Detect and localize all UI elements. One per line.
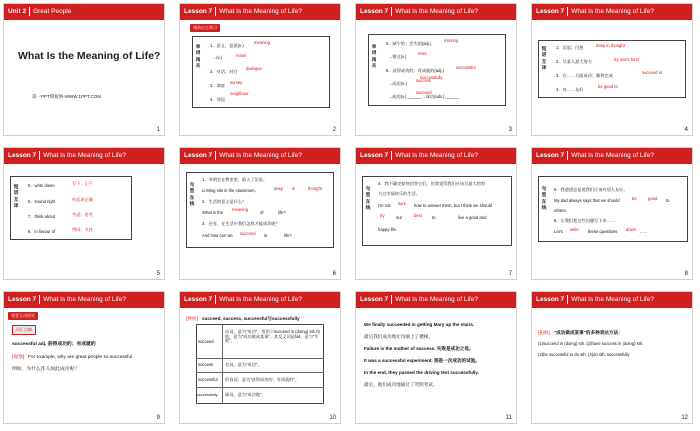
blank-be: be: [632, 196, 637, 201]
phrase-label: 短语互译: [13, 184, 19, 209]
slide-number: 11: [505, 415, 512, 421]
extend-line-2: (3)be successful to do sth. (4)do sth. successfully: [538, 352, 630, 357]
slide-5[interactable]: [3, 147, 165, 280]
phrase-answer-8: 赞同；支持: [72, 227, 93, 232]
slide-2[interactable]: [179, 3, 341, 136]
sentence-5-others: others.: [554, 208, 567, 213]
example-4-cn: 最后，他们成功地通过了驾照考试。: [364, 382, 438, 387]
phrase-answer-5: 写下；记下: [72, 181, 93, 186]
sentence-1-en: Li Ming sits in the classroom,: [202, 188, 256, 193]
extend-line-1: (1)succeed in (doing) sth. (2)have success in (doing) sth.: [538, 341, 644, 346]
slide-number: 7: [508, 271, 512, 277]
sentence-3-cn: 3．还有，在生活中我们怎样才能成功呢？: [202, 221, 280, 226]
blank-succeed: succeed: [240, 231, 256, 236]
phrase-answer-2: try one's best: [614, 57, 639, 62]
lesson-label: Lesson 7: [184, 8, 213, 15]
phrase-8: 8．in favour of: [28, 229, 56, 234]
blank-sure: sure: [398, 201, 407, 206]
answer-5: neighbour: [230, 91, 249, 96]
phrase-2: 2．尽某人最大努力: [556, 59, 592, 64]
answer-4: survey: [230, 80, 243, 85]
example-1-en: We finally succeeded in getting Mary up the stairs.: [364, 322, 475, 327]
lesson-label: Lesson 7: [184, 152, 213, 159]
row-val-succeed: 动词，意为"成功"，常用于succeed in (doing) sth.结构，意为"成功做成某事"。其反义词是fail，意为"失败"。: [225, 329, 321, 344]
sentence-4-to: to: [432, 215, 436, 220]
phrase-label: 短语互译: [541, 46, 547, 71]
lesson-label: Lesson 7: [360, 8, 389, 15]
lesson-title: What Is the Meaning of Life?: [395, 152, 478, 159]
slide-header: [4, 148, 164, 164]
sentence-4-happy: happy life.: [378, 227, 398, 232]
lesson-title: What Is the Meaning of Life?: [43, 152, 126, 159]
lesson-label: Lesson 7: [536, 152, 565, 159]
line-2: →(v.): [212, 55, 222, 60]
slide-8[interactable]: [531, 147, 693, 280]
example-3: It was a successful experiment. 那是一次成功的试验。: [364, 358, 480, 363]
example-cn: 例如，为什么伟人如此成功呢？: [12, 367, 80, 372]
vocab-line: successful adj. 获得成功的；有成就的: [12, 342, 96, 347]
answer-miss: miss: [418, 51, 427, 56]
answer-successful: successful: [456, 65, 476, 70]
sentence-label: 句型在线: [189, 182, 195, 207]
line-1: 1．意义；意思(n.): [210, 43, 244, 48]
answer-1: meaning: [254, 40, 271, 45]
extend-tag: [拓展]: [538, 330, 550, 335]
sentence-label: 句型在线: [365, 186, 371, 211]
slide-header: [532, 148, 692, 164]
blank-write: write: [570, 227, 579, 232]
sentence-4-cn-2: 力过幸福快乐的生活。: [378, 191, 420, 196]
blank-best: best: [414, 213, 422, 218]
compare-heading: succeed, success, successful与successfully: [202, 316, 300, 321]
lesson-title: What Is the Meaning of Life?: [43, 296, 126, 303]
slide-7[interactable]: [355, 147, 517, 280]
sentence-4-en-2: how to answer them, but I think we should: [414, 203, 492, 208]
sentence-6-cn: 6．让我们把这些问题写下来……: [554, 218, 615, 223]
slide-number: 9: [156, 415, 160, 421]
phrase-3: 3．在……方面成功；顺利完成: [556, 73, 613, 78]
sentence-4-our: our: [396, 215, 403, 220]
sentence-4-cn-1: 4．我不确定如何回答它们，但我觉得我们应该尽最大的努: [378, 181, 486, 186]
slide-number: 2: [332, 127, 336, 133]
slide-header: [356, 292, 516, 308]
slide-number: 10: [329, 415, 336, 421]
sentence-6-lets: Let's: [554, 229, 563, 234]
slide-1[interactable]: [3, 3, 165, 136]
slide-number: 6: [332, 271, 336, 277]
section-tag: 课前自主预习: [190, 24, 220, 32]
slide-header: [532, 292, 692, 308]
slide-number: 12: [681, 415, 688, 421]
phrase-answer-7: 考虑；思考: [72, 212, 93, 217]
lesson-title: What Is the Meaning of Life?: [219, 152, 302, 159]
vocab-label: 单词闯关: [195, 44, 201, 69]
vocab-tag: 词汇点睛: [12, 325, 36, 335]
vocab-label: 单词闯关: [371, 44, 377, 69]
answer-3: dialogue: [246, 66, 262, 71]
line-success: →成功(n.): [388, 81, 407, 86]
sentence-2-life: life?: [278, 210, 286, 215]
sentence-6-dots: ......: [640, 229, 647, 234]
lesson-title: What Is the Meaning of Life?: [219, 296, 302, 303]
slide-header: [4, 4, 164, 20]
sentence-2-cn: 2．生活的意义是什么？: [202, 199, 247, 204]
lesson-label: Lesson 7: [8, 152, 37, 159]
cover-title: What Is the Meaning of Life?: [18, 50, 161, 62]
sentence-3-en: And how can we: [202, 233, 233, 238]
slide-number: 1: [156, 127, 160, 133]
row-val-successful: 形容词，意为"获得成功的；有成就的"。: [225, 377, 300, 382]
line-5: 5．缺少的；丢失的(adj.): [386, 41, 432, 46]
phrase-answer-4: be good to: [598, 84, 618, 89]
blank-try: try: [380, 213, 385, 218]
phrase-5: 5．write down: [28, 183, 55, 188]
example-tag: [观察]: [12, 355, 25, 360]
cover-subtitle: 第一PPT模板网-WWW.1PPT.COM: [32, 94, 101, 99]
sentence-5-en: My dad always says that we should: [554, 198, 620, 203]
unit-title: Great People: [33, 8, 72, 15]
lesson-title: What Is the Meaning of Life?: [571, 296, 654, 303]
row-key-successful: successful: [198, 377, 218, 382]
example-en: For example, why are great people so successful.: [28, 355, 134, 360]
answer-success: success: [416, 78, 432, 83]
example-1-cn: 最后我们成功地让玛丽上了楼梯。: [364, 334, 433, 339]
row-key-success: success: [198, 362, 214, 367]
sentence-5-cn: 5．我爸爸总是说我们应该对别人友好。: [554, 187, 628, 192]
row-val-successfully: 副词，意为"成功地"。: [225, 392, 266, 397]
sentence-6-questions: these questions: [588, 229, 618, 234]
example-4-en: In the end, they passed the driving test successfully.: [364, 370, 479, 375]
phrase-1: 1．沉思；闪想: [556, 45, 584, 50]
lesson-label: Lesson 7: [184, 296, 213, 303]
slide-number: 5: [156, 271, 160, 277]
sentence-2-of: of: [260, 210, 264, 215]
phrase-7: 7．think about: [28, 214, 56, 219]
extend-heading: "成功做成某事"的多种表达方法：: [554, 330, 623, 335]
example-2: Failure is the mother of success. 失败是成功之母。: [364, 346, 474, 351]
section-tag: 课堂互动探究: [8, 312, 38, 320]
sentence-2-en: What is the: [202, 210, 223, 215]
slide-10[interactable]: [179, 291, 341, 424]
answer-2: mean: [236, 53, 247, 58]
phrase-6: 6．sound right: [28, 199, 56, 204]
row-val-success: 名词，意为"成功"。: [225, 362, 262, 367]
sentence-3-life: life?: [284, 233, 292, 238]
line-succeed: →成功(v.) ______→成功(adv.) ______: [388, 94, 460, 99]
slide-number: 4: [684, 127, 688, 133]
blank-deep: deep: [274, 186, 284, 191]
compare-tag: [辨析]: [186, 316, 198, 321]
blank-in: in: [292, 186, 296, 191]
lesson-title: What Is the Meaning of Life?: [219, 8, 302, 15]
answer-missing: missing: [444, 38, 459, 43]
phrase-answer-1: deep in thought: [596, 43, 625, 48]
slide-header: [180, 4, 340, 20]
slide-6[interactable]: [179, 147, 341, 280]
lesson-label: Lesson 7: [8, 296, 37, 303]
sentence-label: 句型在线: [541, 186, 547, 211]
answer-succeed: succeed: [416, 90, 432, 95]
slide-header: [356, 4, 516, 20]
slide-header: [180, 292, 340, 308]
lesson-title: What Is the Meaning of Life?: [395, 8, 478, 15]
row-key-successfully: successfully: [197, 393, 218, 397]
lesson-title: What Is the Meaning of Life?: [571, 8, 654, 15]
slide-9[interactable]: [3, 291, 165, 424]
line-5: 4．邻居: [210, 97, 225, 102]
slide-4[interactable]: [531, 3, 693, 136]
blank-good: good: [648, 196, 658, 201]
slide-header: [180, 148, 340, 164]
lesson-label: Lesson 7: [536, 8, 565, 15]
lesson-label: Lesson 7: [360, 152, 389, 159]
blank-meaning: meaning: [232, 207, 249, 212]
sentence-4-en-1: I'm not: [378, 203, 391, 208]
unit-label: Unit 2: [8, 8, 27, 15]
slide-11[interactable]: [355, 291, 517, 424]
phrase-answer-6: 听起来正确: [72, 197, 93, 202]
slide-3[interactable]: [355, 3, 517, 136]
slide-number: 8: [684, 271, 688, 277]
phrase-answer-3: succeed in: [642, 70, 663, 75]
row-key-succeed: succeed: [198, 339, 214, 344]
slide-number: 3: [508, 127, 512, 133]
sentence-3-in: in: [264, 233, 268, 238]
blank-down: down: [626, 227, 637, 232]
lesson-label: Lesson 7: [360, 296, 389, 303]
lesson-label: Lesson 7: [536, 296, 565, 303]
slide-header: [356, 148, 516, 164]
line-miss: →错过(v.): [388, 54, 407, 59]
phrase-4: 4．对……友好: [556, 87, 584, 92]
line-6: 6．获得成功的；有成就的(adj.): [386, 68, 444, 73]
blank-thought: thought: [308, 186, 322, 191]
sentence-4-live: live a good and: [458, 215, 487, 220]
line-3: 2．对话；对白: [210, 69, 238, 74]
slide-12[interactable]: [531, 291, 693, 424]
slide-header: [4, 292, 164, 308]
sentence-1-cn: 1．李明坐在教室里，陷入了沉思。: [202, 177, 268, 182]
lesson-title: What Is the Meaning of Life?: [571, 152, 654, 159]
line-4: 3．调查: [210, 83, 225, 88]
sentence-5-to: to: [666, 198, 670, 203]
slide-header: [532, 4, 692, 20]
lesson-title: What Is the Meaning of Life?: [395, 296, 478, 303]
answer-successfully: successfully: [420, 75, 443, 80]
